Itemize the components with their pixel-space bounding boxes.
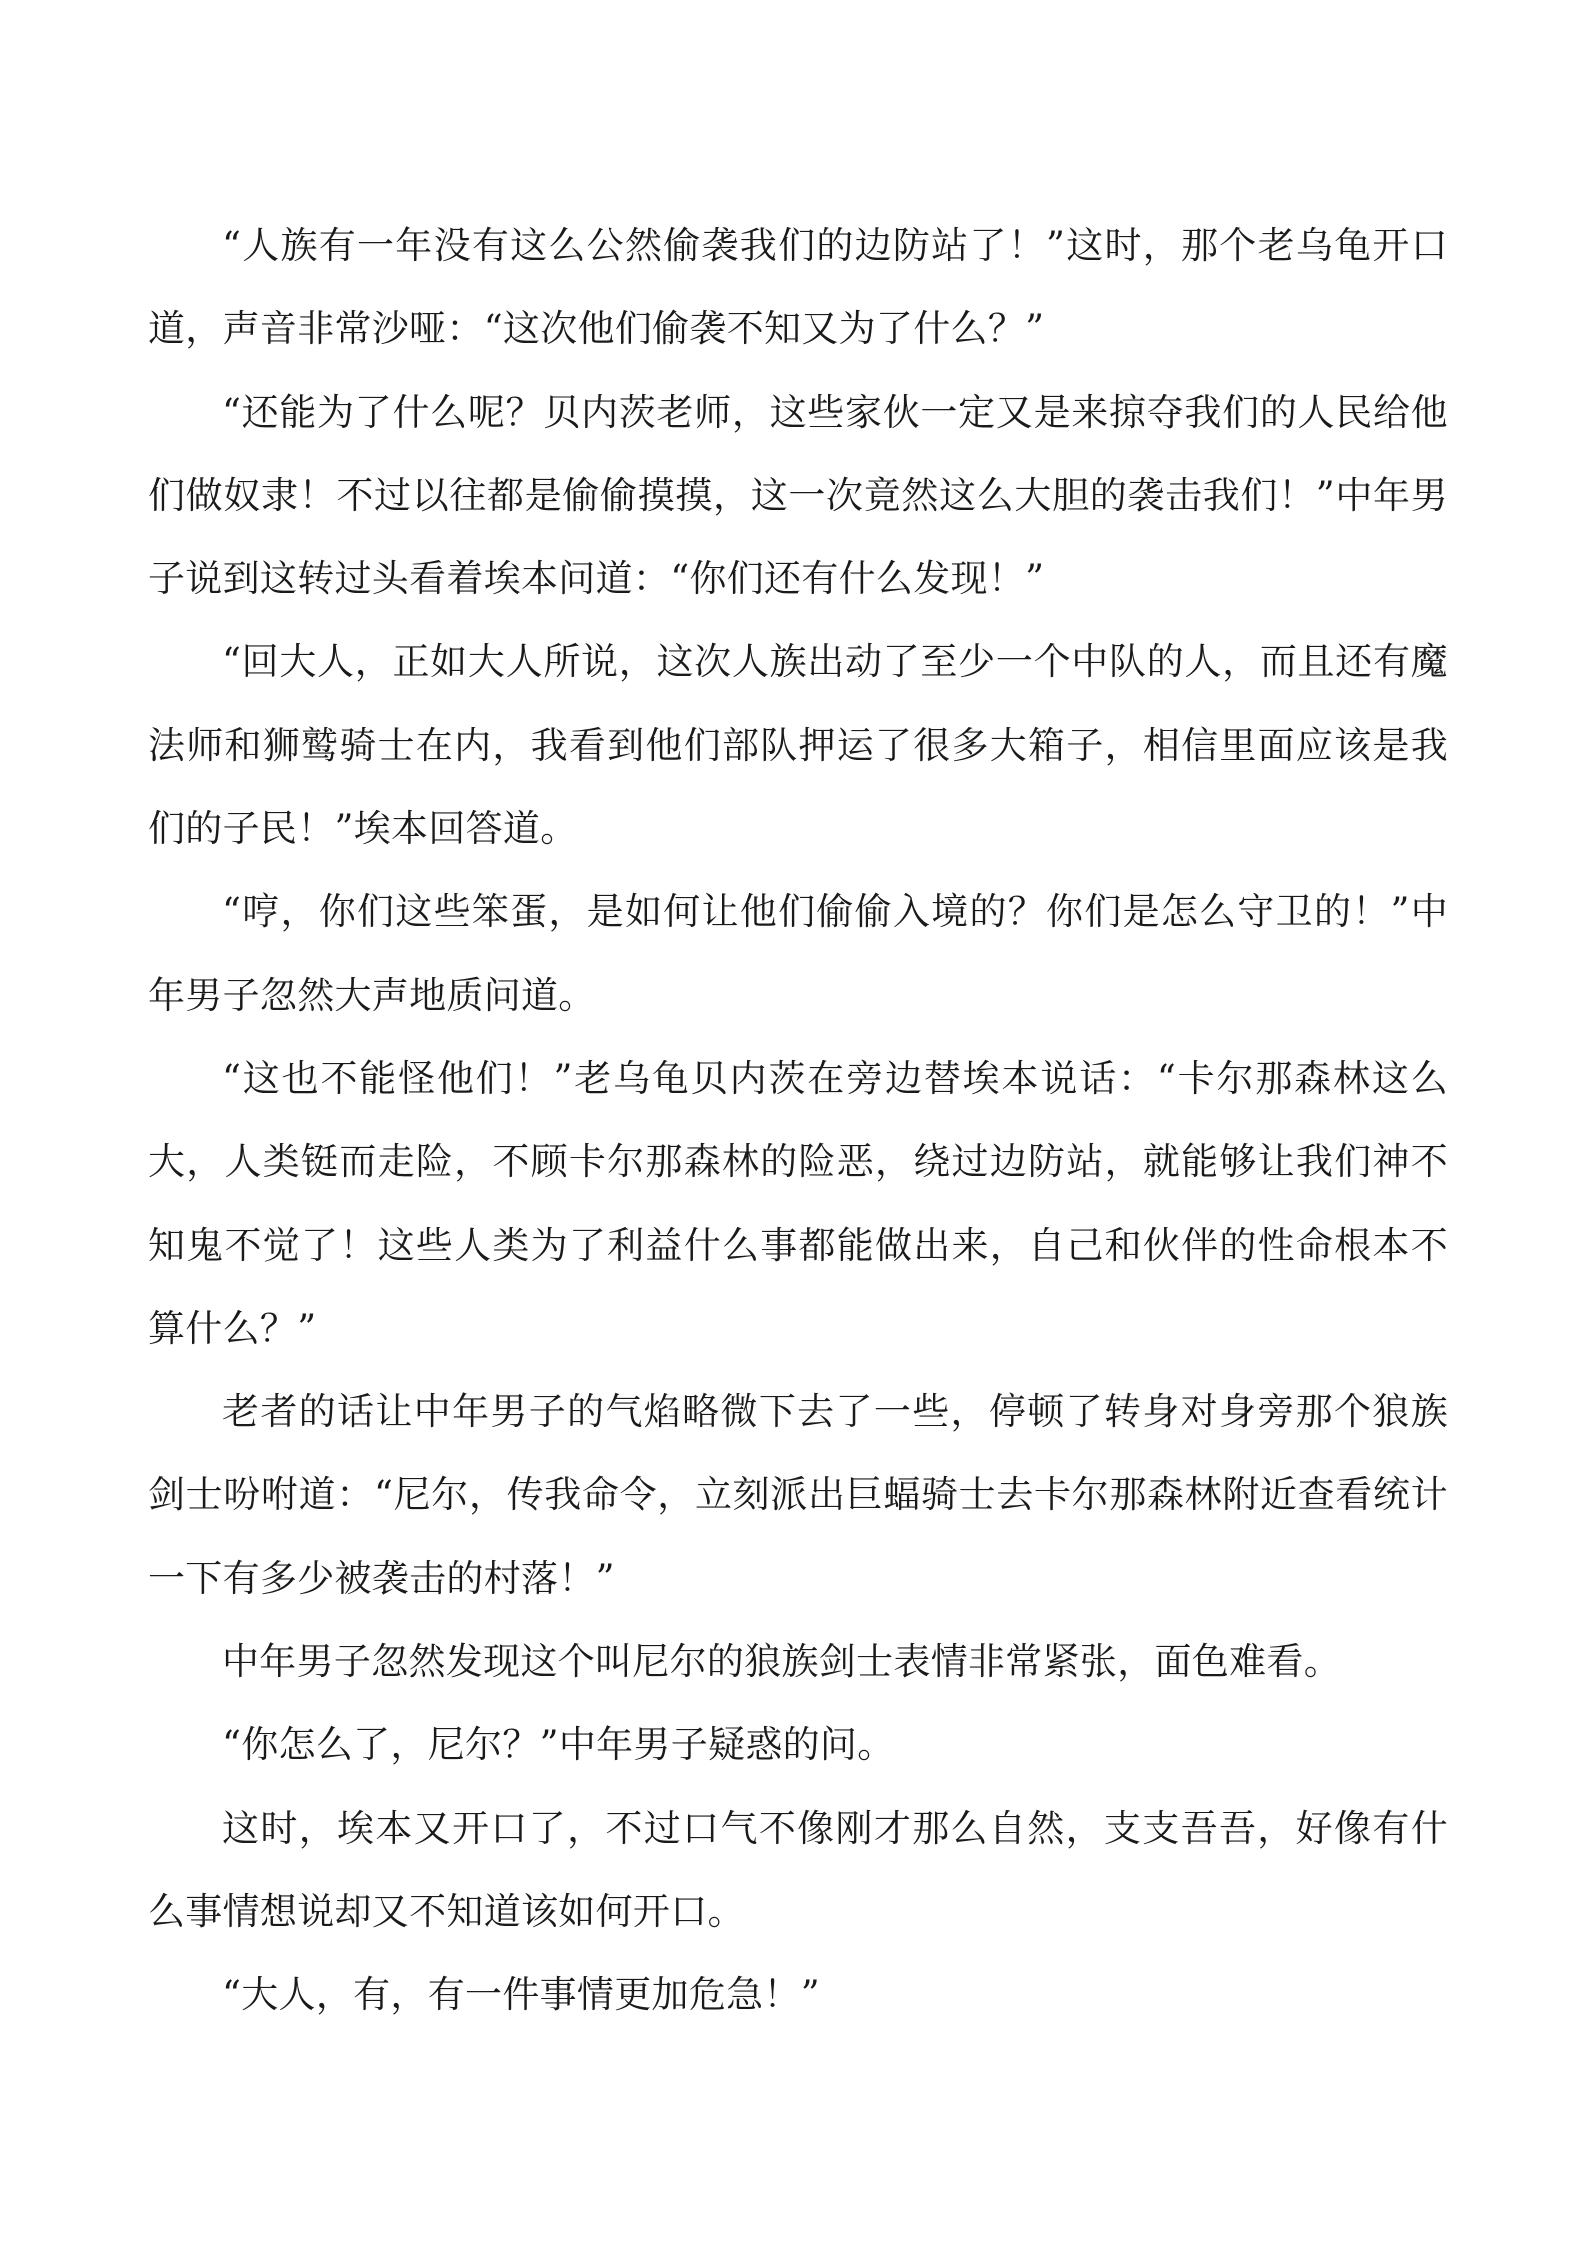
paragraph-8: “你怎么了，尼尔？”中年男子疑惑的问。	[222, 1723, 895, 1767]
paragraph-1: “人族有一年没有这么公然偷袭我们的边防站了！”这时，那个老乌龟开口道，声音非常沙哑：“这次他们偷袭不知又为了什么？”	[148, 224, 1448, 351]
paragraph-7: 中年男子忽然发现这个叫尼尔的狼族剑士表情非常紧张，面色难看。	[222, 1640, 1341, 1684]
paragraph-3: “回大人，正如大人所说，这次人族出动了至少一个中队的人，而且还有魔法师和狮鹫骑士在内，我看到他们部队押运了很多大箱子，相信里面应该是我们的子民！”埃本回答道。	[148, 640, 1448, 851]
paragraph-6: 老者的话让中年男子的气焰略微下去了一些，停顿了转身对身旁那个狼族剑士吩咐道：“尼尔，传我命令，立刻派出巨蝠骑士去卡尔那森林附近查看统计一下有多少被袭击的村落！”	[148, 1390, 1448, 1600]
paragraph-10: “大人，有，有一件事情更加危急！”	[222, 1973, 820, 2017]
document-body	[148, 204, 1448, 2037]
paragraph-5: “这也不能怪他们！”老乌龟贝内茨在旁边替埃本说话：“卡尔那森林这么大，人类铤而走险，不顾卡尔那森林的险恶，绕过边防站，就能够让我们神不知鬼不觉了！这些人类为了利益什么事都能做出来，自己和伙伴的性命根本不算什么？”	[148, 1056, 1448, 1350]
paragraph-9: 这时，埃本又开口了，不过口气不像刚才那么自然，支支吾吾，好像有什么事情想说却又不知道该如何开口。	[148, 1806, 1448, 1933]
paragraph-2: “还能为了什么呢？贝内茨老师，这些家伙一定又是来掠夺我们的人民给他们做奴隶！不过以往都是偷偷摸摸，这一次竟然这么大胆的袭击我们！”中年男子说到这转过头看着埃本问道：“你们还有什么发现！”	[148, 390, 1448, 601]
paragraph-4: “哼，你们这些笨蛋，是如何让他们偷偷入境的？你们是怎么守卫的！”中年男子忽然大声地质问道。	[148, 890, 1448, 1017]
